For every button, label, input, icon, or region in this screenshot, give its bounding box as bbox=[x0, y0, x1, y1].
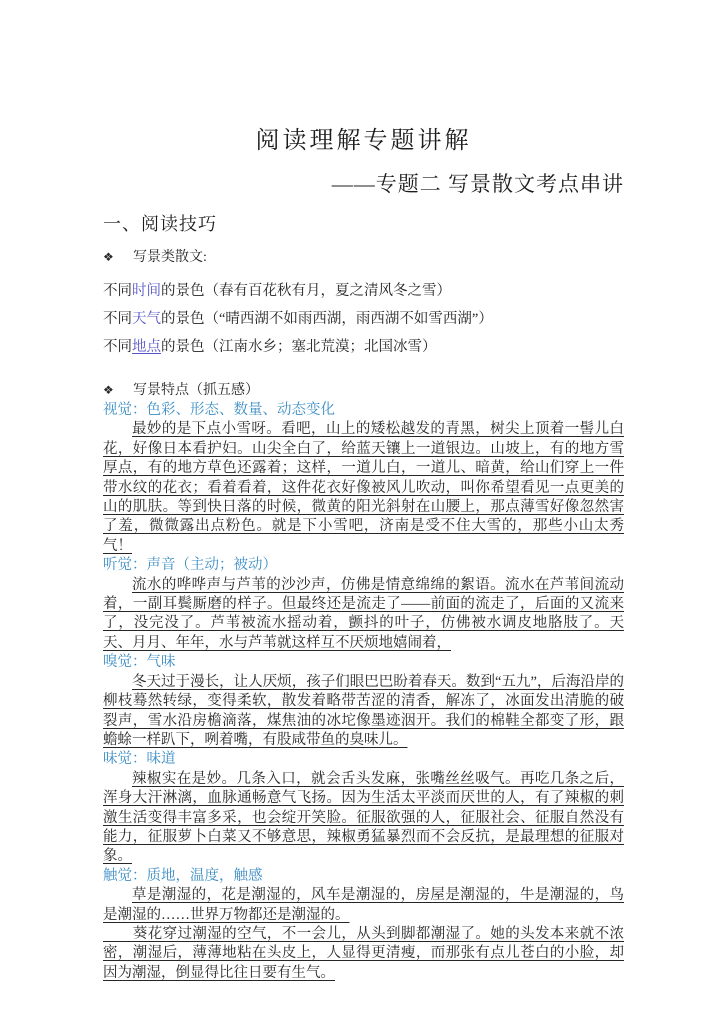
sense-section-label: 写景特点（抓五感） bbox=[133, 383, 259, 398]
sense-label: 触觉：质地，温度，触感 bbox=[103, 867, 263, 884]
sense-block-hearing bbox=[103, 556, 624, 653]
scene-type-item-time bbox=[103, 283, 624, 299]
quote-paragraph: 草是潮湿的，花是潮湿的，风车是潮湿的，房屋是潮湿的，牛是潮湿的，鸟是潮湿的……世界万物都还是潮湿的。 bbox=[103, 887, 624, 923]
sense-label: 嗅觉：气味 bbox=[103, 654, 176, 671]
diamond-bullet-icon: ❖ bbox=[103, 383, 114, 397]
keyword-weather: 天气 bbox=[132, 311, 161, 327]
sense-blocks bbox=[103, 401, 624, 983]
sense-label: 视觉：色彩、形态、数量、动态变化 bbox=[103, 402, 335, 418]
scene-type-item-place bbox=[103, 339, 624, 355]
item-prefix: 不同 bbox=[103, 283, 132, 299]
scene-type-item-weather bbox=[103, 311, 624, 327]
document-content bbox=[103, 126, 624, 983]
quote-paragraph: 葵花穿过潮湿的空气，不一会儿，从头到脚都潮湿了。她的头发本来就不浓密，潮湿后，薄薄地粘在头皮上，人显得更清瘦，而那张有点儿苍白的小脸，却因为潮湿，倒显得比往日要有生气。 bbox=[103, 925, 624, 981]
scene-types-label: 写景类散文: bbox=[133, 250, 207, 265]
quote-paragraph: 最妙的是下点小雪呀。看吧，山上的矮松越发的青黑，树尖上顶着一髻儿白花，好像日本看护妇。山尖全白了，给蓝天镶上一道银边。山坡上，有的地方雪厚点，有的地方草色还露着；这样，一道儿白，一道儿、暗黄，给山们穿上一件带水纹的花衣；看着看着，这件花衣好像被风儿吹动，叫你希望看见一点更美的山的肌肤。等到快日落的时候，微黄的阳光斜射在山腰上，那点薄雪好像忽然害了羞，微微露出点粉色。就是下小雪吧，济南是受不住大雪的，那些小山太秀气！ bbox=[103, 421, 624, 554]
sense-label: 听觉：声音（主动；被动） bbox=[103, 557, 277, 574]
page-subtitle: ——专题二 写景散文考点串讲 bbox=[331, 172, 624, 196]
page-title: 阅读理解专题讲解 bbox=[255, 128, 472, 154]
sense-section-bullet-line bbox=[103, 382, 624, 399]
sense-label: 味觉：味道 bbox=[103, 751, 176, 768]
sense-block-vision bbox=[103, 401, 624, 556]
item-rest: 的景色（春有百花秋有月，夏之清风冬之雪） bbox=[161, 283, 451, 299]
quote-paragraph: 辣椒实在是妙。几条入口，就会舌头发麻，张嘴丝丝吸气。再吃几条之后，浑身大汗淋漓，血脉通畅意气飞扬。因为生活太平淡而厌世的人，有了辣椒的刺激生活变得丰富多采，也会绽开笑脸。征服欲强的人，征服社会、征服自然没有能力，征服萝卜白菜又不够意思，辣椒勇猛暴烈而不会反抗，是最理想的征服对象。 bbox=[103, 770, 624, 865]
quote-paragraph: 流水的哗哗声与芦苇的沙沙声，仿佛是情意绵绵的絮语。流水在芦苇间流动着，一副耳鬓厮磨的样子。但最终还是流走了——前面的流走了，后面的又流来了，没完没了。芦苇被流水摇动着，颤抖的叶子，仿佛被水调皮地胳肢了。天天、月月、年年，水与芦苇就这样互不厌烦地嬉闹着， bbox=[103, 576, 624, 651]
keyword-time: 时间 bbox=[132, 283, 161, 299]
section-heading: 一、阅读技巧 bbox=[103, 214, 217, 234]
item-rest: 的景色（江南水乡；塞北荒漠；北国冰雪） bbox=[161, 339, 437, 355]
item-rest: 的景色（“晴西湖不如雨西湖，雨西湖不如雪西湖”） bbox=[161, 311, 493, 327]
keyword-place: 地点 bbox=[132, 339, 161, 355]
sense-block-taste bbox=[103, 750, 624, 866]
scene-types-bullet-line bbox=[103, 249, 624, 266]
sense-block-smell bbox=[103, 653, 624, 750]
item-prefix: 不同 bbox=[103, 339, 132, 355]
item-prefix: 不同 bbox=[103, 311, 132, 327]
sense-block-touch bbox=[103, 867, 624, 983]
quote-paragraph: 冬天过于漫长，让人厌烦，孩子们眼巴巴盼着春天。数到“五九”，后海沿岸的柳枝蓦然转绿，变得柔软，散发着略带苦涩的清香，解冻了，冰面发出清脆的破裂声，雪水沿房檐滴落，煤焦油的冰坨像墨迹洇开。我们的棉鞋全都变了形，跟蟾蜍一样趴下，咧着嘴，有股咸带鱼的臭味儿。 bbox=[103, 673, 624, 748]
diamond-bullet-icon: ❖ bbox=[103, 250, 114, 264]
